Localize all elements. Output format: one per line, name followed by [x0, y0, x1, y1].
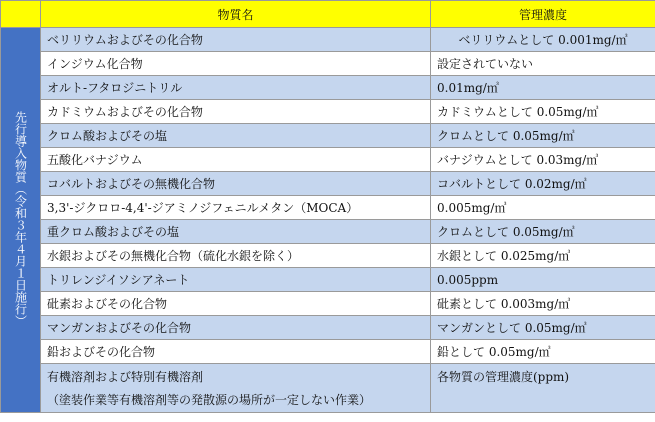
substance-name: [41, 364, 431, 413]
table-row: [1, 220, 655, 244]
concentration-value: 設定されていない: [431, 52, 655, 76]
substance-name: 五酸化バナジウム: [41, 148, 431, 172]
table-row: [1, 244, 655, 268]
substance-name: 重クロム酸およびその塩: [41, 220, 431, 244]
table-row: [1, 28, 655, 52]
table-row: [1, 268, 655, 292]
substance-name-line2: （塗装作業等有機溶剤等の発散源の場所が一定しない作業）: [47, 393, 372, 407]
substance-name: ベリリウムおよびその化合物: [41, 28, 431, 52]
table-row: [1, 76, 655, 100]
table-row-organic-solvents: [1, 364, 655, 413]
substance-name: トリレンジイソシアネート: [41, 268, 431, 292]
substance-name: オルト-フタロジニトリル: [41, 76, 431, 100]
substance-name: 砒素およびその化合物: [41, 292, 431, 316]
concentration-value: 水銀として 0.025mg/㎥: [431, 244, 655, 268]
substance-name: 3,3'-ジクロロ-4,4'-ジアミノジフェニルメタン（MOCA）: [41, 196, 431, 220]
substance-name: 水銀およびその無機化合物（硫化水銀を除く）: [41, 244, 431, 268]
table-row: [1, 316, 655, 340]
concentration-value: クロムとして 0.05mg/㎥: [431, 124, 655, 148]
table-row: [1, 292, 655, 316]
concentration-value: 砒素として 0.003mg/㎥: [431, 292, 655, 316]
table-row: [1, 148, 655, 172]
concentration-value: 0.01mg/㎥: [431, 76, 655, 100]
table-row: [1, 52, 655, 76]
table-body: [1, 28, 655, 413]
substance-name: カドミウムおよびその化合物: [41, 100, 431, 124]
substance-name: インジウム化合物: [41, 52, 431, 76]
category-label: 先行導入物質（令和３年４月１日施行）: [13, 110, 28, 327]
concentration-value: 0.005mg/㎥: [431, 196, 655, 220]
table-row: [1, 124, 655, 148]
concentration-value: クロムとして 0.05mg/㎥: [431, 220, 655, 244]
concentration-value: バナジウムとして 0.03mg/㎥: [431, 148, 655, 172]
header-concentration: 管理濃度: [431, 1, 655, 28]
concentration-value: コバルトとして 0.02mg/㎥: [431, 172, 655, 196]
substance-name: クロム酸およびその塩: [41, 124, 431, 148]
concentration-value: 各物質の管理濃度(ppm): [431, 364, 655, 413]
table-row: [1, 340, 655, 364]
category-cell: [1, 28, 41, 413]
table-row: [1, 172, 655, 196]
substance-name-line1: 有機溶剤および特別有機溶剤: [47, 370, 204, 384]
substance-name: マンガンおよびその化合物: [41, 316, 431, 340]
header-corner-cell: [1, 1, 41, 28]
concentration-value: 0.005ppm: [431, 268, 655, 292]
substance-name: コバルトおよびその無機化合物: [41, 172, 431, 196]
concentration-value: カドミウムとして 0.05mg/㎥: [431, 100, 655, 124]
table-header-row: [1, 1, 655, 28]
header-substance: 物質名: [41, 1, 431, 28]
concentration-value: マンガンとして 0.05mg/㎥: [431, 316, 655, 340]
table-row: [1, 196, 655, 220]
concentration-value: 鉛として 0.05mg/㎥: [431, 340, 655, 364]
substance-name: 鉛およびその化合物: [41, 340, 431, 364]
concentration-value: ベリリウムとして 0.001mg/㎥: [431, 28, 655, 52]
table-row: [1, 100, 655, 124]
